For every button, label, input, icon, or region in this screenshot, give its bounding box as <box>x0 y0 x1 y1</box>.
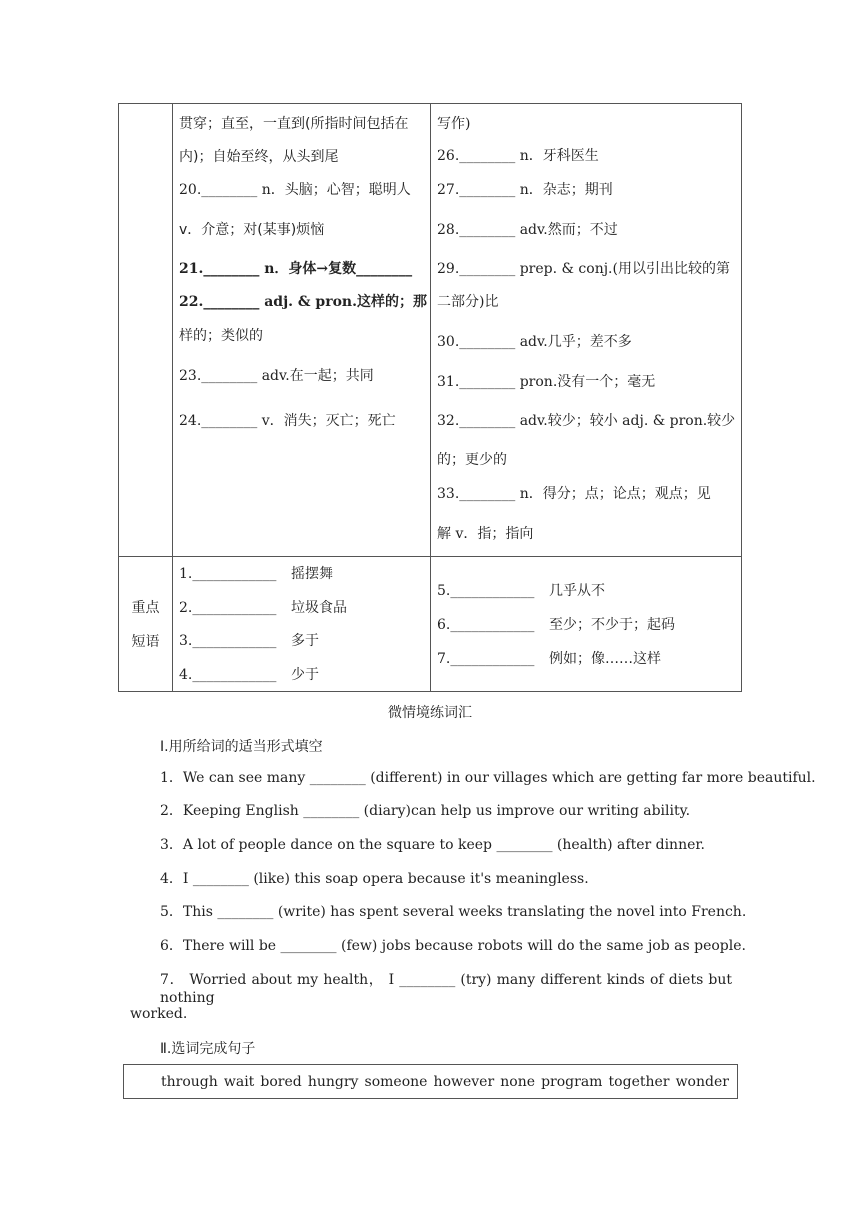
vocab-right-line: 的；更少的 <box>437 452 507 468</box>
exercise-item: 6．There will be ________ (few) jobs because robots will do the same job as people. <box>160 938 746 954</box>
word-bank-item: none <box>500 1073 535 1090</box>
phrase-blank: 1.____________ <box>179 566 277 582</box>
vocab-left-line: 21.________ n．身体→复数________ <box>179 261 413 277</box>
word-bank-item: through <box>161 1073 218 1090</box>
phrase-meaning: 几乎从不 <box>549 583 605 599</box>
vocab-right-line: 28.________ adv.然而；不过 <box>437 222 618 238</box>
section1-title: Ⅰ.用所给词的适当形式填空 <box>160 739 323 755</box>
phrase-blank: 4.____________ <box>179 667 277 683</box>
table-divider <box>430 104 431 556</box>
vocab-left-line: 23.________ adv.在一起；共同 <box>179 368 374 384</box>
phrase-blank: 3.____________ <box>179 633 277 649</box>
practice-heading: 微情境练词汇 <box>388 705 472 721</box>
word-bank-item: wonder <box>675 1073 729 1090</box>
phrase-blank: 7.____________ <box>437 651 535 667</box>
word-bank-item: together <box>608 1073 670 1090</box>
word-bank-item: however <box>433 1073 495 1090</box>
vocab-right-line: 32.________ adv.较少；较小 adj. & pron.较少 <box>437 413 736 429</box>
phrase-meaning: 至少；不少于；起码 <box>549 617 675 633</box>
vocab-right-line: 写作) <box>437 116 471 132</box>
vocab-left-line: v．介意；对(某事)烦恼 <box>179 222 325 238</box>
exercise-item: 5．This ________ (write) has spent several weeks translating the novel into French. <box>160 904 747 920</box>
vocab-left-line: 24.________ v．消失；灭亡；死亡 <box>179 413 396 429</box>
phrase-blank: 2.____________ <box>179 600 277 616</box>
word-bank-item: someone <box>364 1073 428 1090</box>
phrases-category-label: 重点 <box>131 600 160 616</box>
vocab-right-line: 27.________ n．杂志；期刊 <box>437 182 613 198</box>
section2-title: Ⅱ.选词完成句子 <box>160 1041 256 1057</box>
word-bank-item: bored <box>260 1073 302 1090</box>
phrase-meaning: 摇摆舞 <box>291 566 333 582</box>
exercise-item: 1．We can see many ________ (different) in our villages which are getting far more beautiful. <box>160 770 816 786</box>
vocab-right-line: 33.________ n．得分；点；论点；观点；见 <box>437 486 711 502</box>
vocabulary-table <box>118 103 742 692</box>
phrase-blank: 6.____________ <box>437 617 535 633</box>
table-divider <box>430 556 431 691</box>
vocab-left-line: 贯穿；直至，一直到(所指时间包括在 <box>179 116 409 132</box>
vocab-right-line: 二部分)比 <box>437 294 499 310</box>
exercise-item: 3．A lot of people dance on the square to keep ________ (health) after dinner. <box>160 837 705 853</box>
vocab-left-line: 22.________ adj. & pron.这样的；那 <box>179 294 427 310</box>
phrase-blank: 5.____________ <box>437 583 535 599</box>
exercise-item-continued: worked. <box>130 1006 188 1022</box>
vocab-left-line: 内)；自始至终，从头到尾 <box>179 149 339 165</box>
word-bank-item: hungry <box>307 1073 359 1090</box>
phrase-meaning: 少于 <box>291 667 319 683</box>
word-bank-item: program <box>541 1073 603 1090</box>
word-bank-item: wait <box>223 1073 255 1090</box>
exercise-item: 4．I ________ (like) this soap opera because it's meaningless. <box>160 871 589 887</box>
vocab-right-line: 26.________ n．牙科医生 <box>437 148 599 164</box>
vocab-left-line: 样的；类似的 <box>179 328 263 344</box>
vocab-right-line: 29.________ prep. & conj.(用以引出比较的第 <box>437 261 730 277</box>
phrases-category-label: 短语 <box>131 634 160 650</box>
vocab-right-line: 31.________ pron.没有一个；毫无 <box>437 374 656 390</box>
phrase-meaning: 垃圾食品 <box>291 600 347 616</box>
exercise-item: 2．Keeping English ________ (diary)can help us improve our writing ability. <box>160 803 691 819</box>
vocab-left-line: 20.________ n．头脑；心智；聪明人 <box>179 182 411 198</box>
phrase-meaning: 例如；像……这样 <box>549 651 661 667</box>
vocab-right-line: 30.________ adv.几乎；差不多 <box>437 334 632 350</box>
vocab-right-line: 解 v．指；指向 <box>437 526 534 542</box>
word-bank <box>123 1064 738 1099</box>
exercise-item: 7． Worried about my health， I ________ (try) many different kinds of diets but nothing <box>160 972 732 1006</box>
table-divider <box>172 104 173 691</box>
phrase-meaning: 多于 <box>291 633 319 649</box>
